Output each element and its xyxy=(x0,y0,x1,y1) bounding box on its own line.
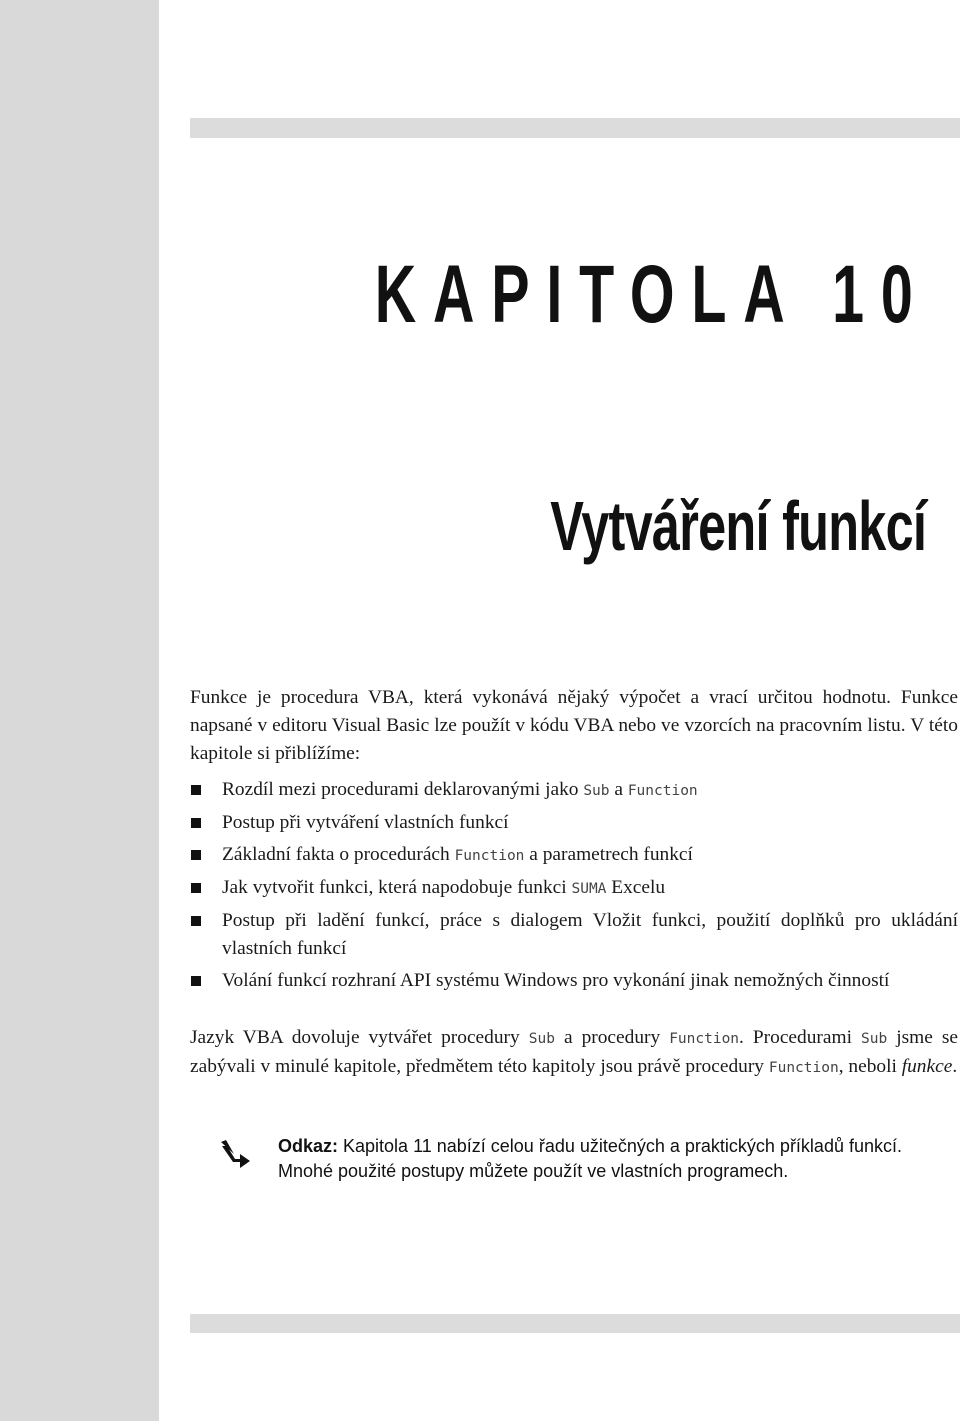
bullet-text: Volání funkcí rozhraní API systému Windows pro vykonání jinak nemožných činností xyxy=(222,970,890,991)
code-function: Function xyxy=(454,848,525,864)
list-item xyxy=(190,776,958,805)
note-body: Kapitola 11 nabízí celou řadu užitečných a praktických příkladů funkcí. Mnohé použité postupy můžete použít ve vlastních programech. xyxy=(278,1136,902,1181)
code-function: Function xyxy=(669,1031,740,1047)
chapter-title: Vytváření funkcí xyxy=(550,487,926,565)
bullet-text: Postup při vytváření vlastních funkcí xyxy=(222,812,509,833)
emphasis: funkce xyxy=(901,1056,953,1077)
bullet-square-icon xyxy=(191,916,201,926)
note-text xyxy=(278,1134,960,1184)
code-suma: SUMA xyxy=(571,881,607,897)
bullet-text: Rozdíl mezi procedurami deklarovanými jako xyxy=(222,779,584,800)
note-label: Odkaz: xyxy=(278,1136,339,1156)
list-item xyxy=(190,967,958,995)
bullet-square-icon xyxy=(191,883,201,893)
bullet-square-icon xyxy=(191,785,201,795)
list-item xyxy=(190,907,958,963)
list-item xyxy=(190,841,958,870)
intro-paragraph: Funkce je procedura VBA, která vykonává nějaký výpočet a vrací určitou hodnotu. Funkce napsané v editoru Visual Basic lze použít v kódu VBA nebo ve vzorcích na pracovním listu. V této kapitole si přiblížíme: xyxy=(190,687,958,764)
top-rule xyxy=(190,118,960,138)
bullet-square-icon xyxy=(191,818,201,828)
topic-list xyxy=(190,776,958,999)
chapter-label: KAPITOLA 10 xyxy=(375,249,930,340)
code-function: Function xyxy=(768,1060,839,1076)
side-band xyxy=(0,0,159,1421)
arrow-reference-icon xyxy=(218,1136,258,1176)
bullet-text: Excelu xyxy=(606,877,666,898)
bullet-text: Jak vytvořit funkci, která napodobuje funkci xyxy=(222,877,572,898)
code-sub: Sub xyxy=(583,783,610,799)
code-sub: Sub xyxy=(860,1031,888,1047)
bullet-text: a parametrech funkcí xyxy=(524,844,693,865)
outro-paragraph: Jazyk VBA dovoluje vytvářet procedury Sub a procedury Function. Procedurami Sub jsme se zabývali v minulé kapitole, předmětem této kapitoly jsou právě procedury Function, neboli funkce. xyxy=(190,1027,958,1077)
code-function: Function xyxy=(627,783,698,799)
list-item xyxy=(190,809,958,837)
reference-note xyxy=(190,1134,960,1194)
bullet-text: Základní fakta o procedurách xyxy=(222,844,455,865)
code-sub: Sub xyxy=(528,1031,555,1047)
list-item xyxy=(190,874,958,903)
bullet-text: Postup při ladění funkcí, práce s dialogem Vložit funkci, použití doplňků pro ukládání vlastních funkcí xyxy=(222,910,958,959)
bullet-square-icon xyxy=(191,850,201,860)
bottom-rule xyxy=(190,1314,960,1333)
bullet-square-icon xyxy=(191,976,201,986)
bullet-text: a xyxy=(609,779,628,800)
